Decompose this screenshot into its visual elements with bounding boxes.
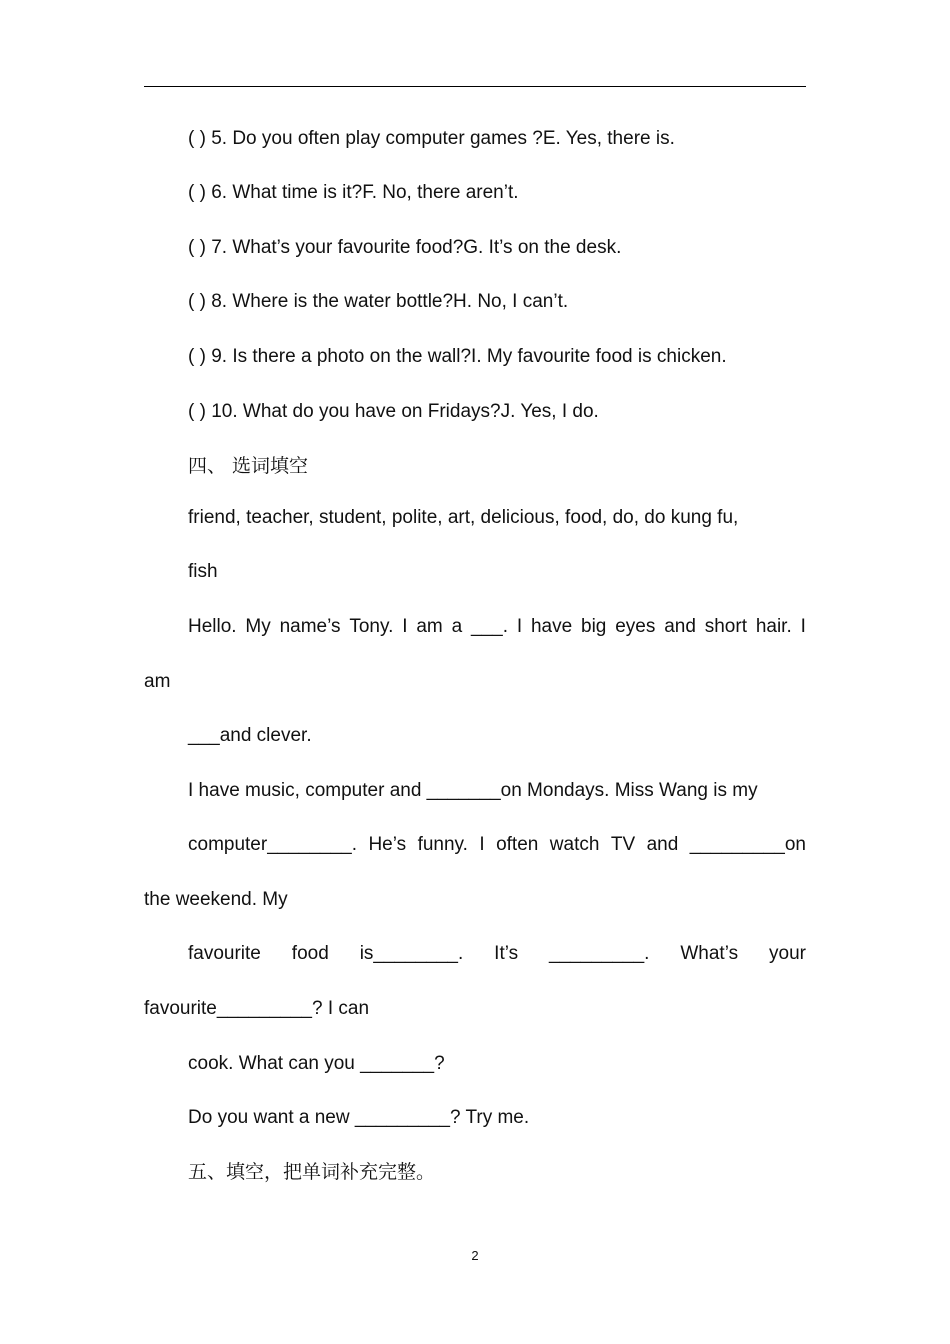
passage-word: TV <box>610 834 636 855</box>
question-7: ( ) 7. What’s your favourite food?G. It’s on the desk. <box>188 237 622 258</box>
passage-word: favourite <box>188 943 261 964</box>
passage-word: He’s <box>368 834 407 855</box>
passage-word: ___. <box>471 616 508 637</box>
passage-word: food <box>291 943 329 964</box>
passage-line-5-cont: favourite_________? I can <box>144 998 370 1019</box>
passage-line-5 <box>188 942 806 966</box>
passage-word: _________. <box>549 943 650 964</box>
passage-word: your <box>769 943 806 964</box>
passage-word: I <box>402 616 408 637</box>
passage-word: I <box>479 834 485 855</box>
word-bank-line-1: friend, teacher, student, polite, art, delicious, food, do, do kung fu, <box>188 507 739 528</box>
passage-line-1-cont: am <box>144 671 171 692</box>
question-10: ( ) 10. What do you have on Fridays?J. Yes, I do. <box>188 401 599 422</box>
question-8: ( ) 8. Where is the water bottle?H. No, I can’t. <box>188 291 569 312</box>
question-5: ( ) 5. Do you often play computer games ?E. Yes, there is. <box>188 128 675 149</box>
passage-word: am <box>416 616 443 637</box>
passage-word: often <box>496 834 539 855</box>
word-bank-line-2: fish <box>188 561 218 582</box>
passage-word: funny. <box>417 834 468 855</box>
passage-word: is________. <box>359 943 464 964</box>
passage-word: watch <box>549 834 600 855</box>
passage-word: big <box>581 616 607 637</box>
passage-word: I <box>800 616 806 637</box>
passage-line-4-cont: the weekend. My <box>144 889 288 910</box>
passage-word: and <box>646 834 679 855</box>
passage-line-7: Do you want a new _________? Try me. <box>188 1107 530 1128</box>
passage-word: It’s <box>494 943 519 964</box>
passage-line-4 <box>188 833 806 857</box>
passage-line-2: ___and clever. <box>188 725 312 746</box>
passage-word: Tony. <box>349 616 394 637</box>
passage-word: What’s <box>680 943 739 964</box>
passage-word: My <box>245 616 271 637</box>
passage-word: _________on <box>689 834 806 855</box>
passage-word: eyes <box>615 616 656 637</box>
passage-line-6: cook. What can you _______? <box>188 1053 445 1074</box>
passage-word: hair. <box>755 616 792 637</box>
question-9: ( ) 9. Is there a photo on the wall?I. My favourite food is chicken. <box>188 346 727 367</box>
page-number: 2 <box>471 1248 479 1263</box>
section-4-title: 四、 选词填空 <box>188 455 309 477</box>
question-6: ( ) 6. What time is it?F. No, there aren’t. <box>188 182 519 203</box>
header-rule <box>144 86 806 87</box>
passage-word: have <box>530 616 573 637</box>
passage-word: Hello. <box>188 616 237 637</box>
passage-word: and <box>664 616 696 637</box>
passage-line-3: I have music, computer and _______on Mondays. Miss Wang is my <box>188 780 758 801</box>
passage-word: I <box>516 616 523 637</box>
passage-line-1 <box>188 615 806 639</box>
passage-word: name’s <box>279 616 341 637</box>
section-5-title: 五、填空，把单词补充完整。 <box>188 1161 436 1183</box>
passage-word: a <box>451 616 463 637</box>
passage-word: computer________. <box>188 834 358 855</box>
passage-word: short <box>704 616 747 637</box>
